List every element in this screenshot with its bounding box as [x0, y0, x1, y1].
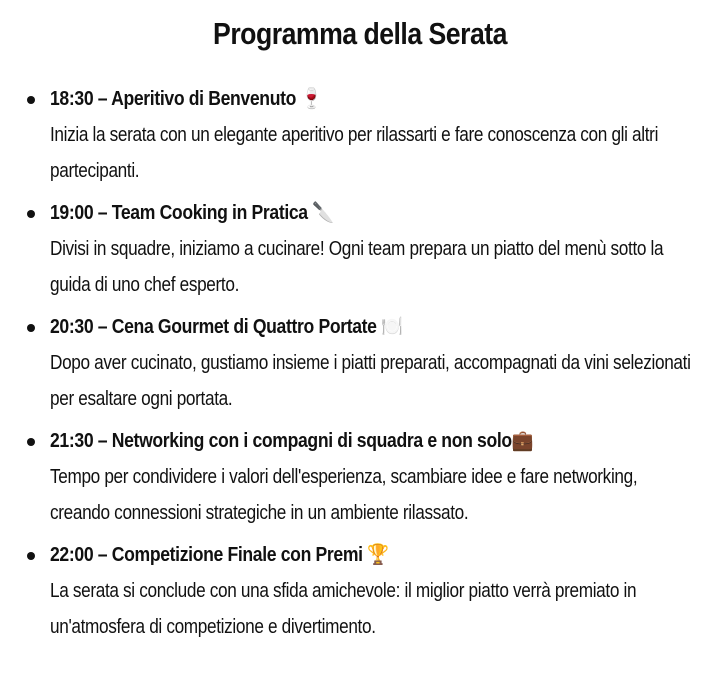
- item-description: La serata si conclude con una sfida amichevole: il miglior piatto verrà premiato in un'atmosfera di competizione e divertimento.: [50, 580, 637, 638]
- bullet-dot: [27, 438, 35, 446]
- item-heading: [50, 422, 533, 459]
- bullet-dot: [27, 552, 35, 560]
- bullet-dot: [27, 96, 35, 104]
- page-title: Programma della Serata: [213, 16, 507, 51]
- briefcase-icon: 💼: [511, 428, 534, 452]
- knife-icon: 🔪: [312, 200, 334, 224]
- item-heading: [50, 194, 334, 231]
- bullet-dot: [27, 210, 35, 218]
- item-time-title: 19:00 – Team Cooking in Pratica: [50, 202, 308, 224]
- wine-glass-icon: 🍷: [300, 86, 323, 110]
- schedule-item-networking: [0, 422, 720, 531]
- item-time-title: 18:30 – Aperitivo di Benvenuto: [50, 88, 297, 110]
- item-description: Divisi in squadre, iniziamo a cucinare! Ogni team prepara un piatto del menù sotto la guida di uno chef esperto.: [50, 238, 664, 296]
- item-description: Dopo aver cucinato, gustiamo insieme i piatti preparati, accompagnati da vini selezionati per esaltare ogni portata.: [50, 352, 691, 410]
- item-description: Tempo per condividere i valori dell'esperienza, scambiare idee e fare networking, creando connessioni strategiche in un ambiente rilassato.: [50, 466, 638, 524]
- item-description: Inizia la serata con un elegante aperitivo per rilassarti e fare conoscenza con gli altri partecipanti.: [50, 124, 659, 182]
- plate-cutlery-icon: 🍽️: [381, 314, 403, 338]
- schedule-item-aperitivo: [0, 80, 720, 189]
- item-time-title: 20:30 – Cena Gourmet di Quattro Portate: [50, 316, 377, 338]
- item-heading: [50, 80, 322, 117]
- item-heading: [50, 308, 403, 345]
- schedule-item-competizione: [0, 536, 720, 645]
- bullet-dot: [27, 324, 35, 332]
- item-heading: [50, 536, 389, 573]
- schedule-item-cena-gourmet: [0, 308, 720, 417]
- schedule-item-team-cooking: [0, 194, 720, 303]
- trophy-icon: 🏆: [367, 542, 389, 566]
- item-time-title: 22:00 – Competizione Finale con Premi: [50, 544, 363, 566]
- item-time-title: 21:30 – Networking con i compagni di squadra e non solo: [50, 430, 512, 452]
- schedule-list: [0, 80, 720, 650]
